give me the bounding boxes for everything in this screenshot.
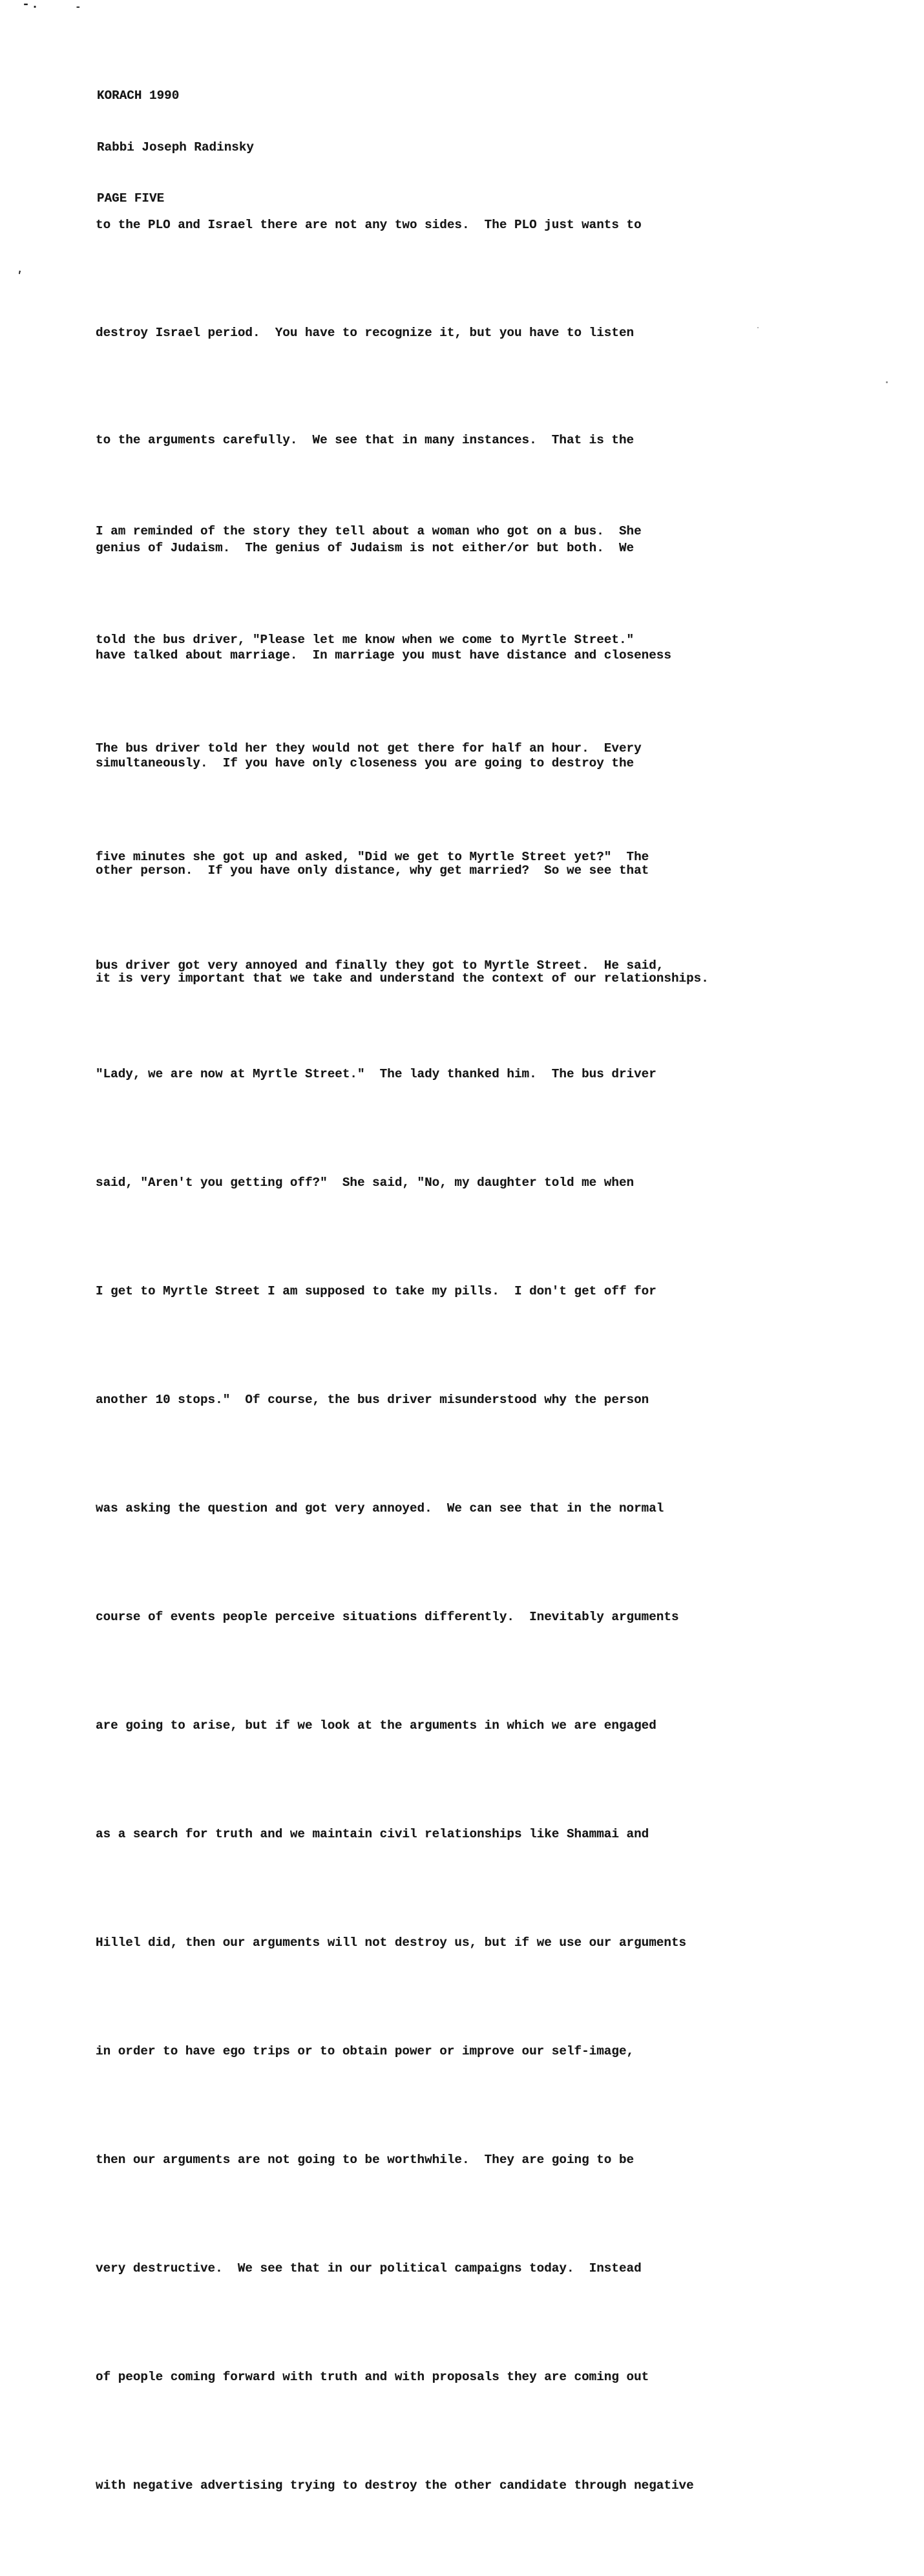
text-line: it is very important that we take and understand the context of our relationships. [96, 971, 709, 986]
text-line: course of events people perceive situations differently. Inevitably arguments [96, 1610, 679, 1624]
document-author: Rabbi Joseph Radinsky [97, 140, 254, 154]
text-line: bus driver got very annoyed and finally they got to Myrtle Street. He said, [96, 958, 664, 973]
text-line: five minutes she got up and asked, "Did we get to Myrtle Street yet?" The [96, 850, 649, 864]
text-line: another 10 stops." Of course, the bus driver misunderstood why the person [96, 1393, 649, 1407]
scan-artifact-mark: ' [14, 269, 24, 283]
document-title: KORACH 1990 [97, 89, 180, 103]
text-line: genius of Judaism. The genius of Judaism is not either/or but both. We [96, 540, 635, 555]
text-line: are going to arise, but if we look at the arguments in which we are engaged [96, 1718, 656, 1733]
text-line: told the bus driver, "Please let me know when we come to Myrtle Street." [96, 633, 635, 647]
text-line: as a search for truth and we maintain civil relationships like Shammai and [96, 1827, 649, 1841]
text-line: said, "Aren't you getting off?" She said, "No, my daughter told me when [96, 1176, 635, 1190]
text-line: simultaneously. If you have only closeness you are going to destroy the [96, 755, 635, 770]
text-line: to the PLO and Israel there are not any two sides. The PLO just wants to [96, 218, 642, 232]
paragraph-2 [96, 441, 694, 2576]
text-line: in order to have ego trips or to obtain power or improve our self-image, [96, 2044, 635, 2058]
text-line: I am reminded of the story they tell about a woman who got on a bus. She [96, 524, 642, 538]
text-line: I get to Myrtle Street I am supposed to take my pills. I don't get off for [96, 1284, 656, 1298]
text-line: of people coming forward with truth and with proposals they are coming out [96, 2370, 649, 2384]
text-line: Hillel did, then our arguments will not destroy us, but if we use our arguments [96, 1936, 687, 1950]
text-line: have talked about marriage. In marriage you must have distance and closeness [96, 648, 671, 662]
text-line: very destructive. We see that in our political campaigns today. Instead [96, 2261, 642, 2275]
scan-artifact-dot [757, 327, 759, 328]
text-line: then our arguments are not going to be worthwhile. They are going to be [96, 2153, 635, 2167]
text-line: other person. If you have only distance, why get married? So we see that [96, 863, 649, 878]
scan-artifact-mark: -. [22, 0, 41, 12]
scan-artifact-dot [886, 381, 888, 383]
text-line: to the arguments carefully. We see that in many instances. That is the [96, 433, 635, 447]
text-line: with negative advertising trying to destroy the other candidate through negative [96, 2478, 694, 2493]
text-line: The bus driver told her they would not get there for half an hour. Every [96, 741, 642, 755]
text-line: was asking the question and got very annoyed. We can see that in the normal [96, 1501, 664, 1515]
text-line: destroy Israel period. You have to recognize it, but you have to listen [96, 325, 635, 340]
scan-artifact-mark: - [75, 1, 81, 13]
text-line: "Lady, we are now at Myrtle Street." The lady thanked him. The bus driver [96, 1067, 656, 1081]
page-number-label: PAGE FIVE [97, 191, 165, 206]
